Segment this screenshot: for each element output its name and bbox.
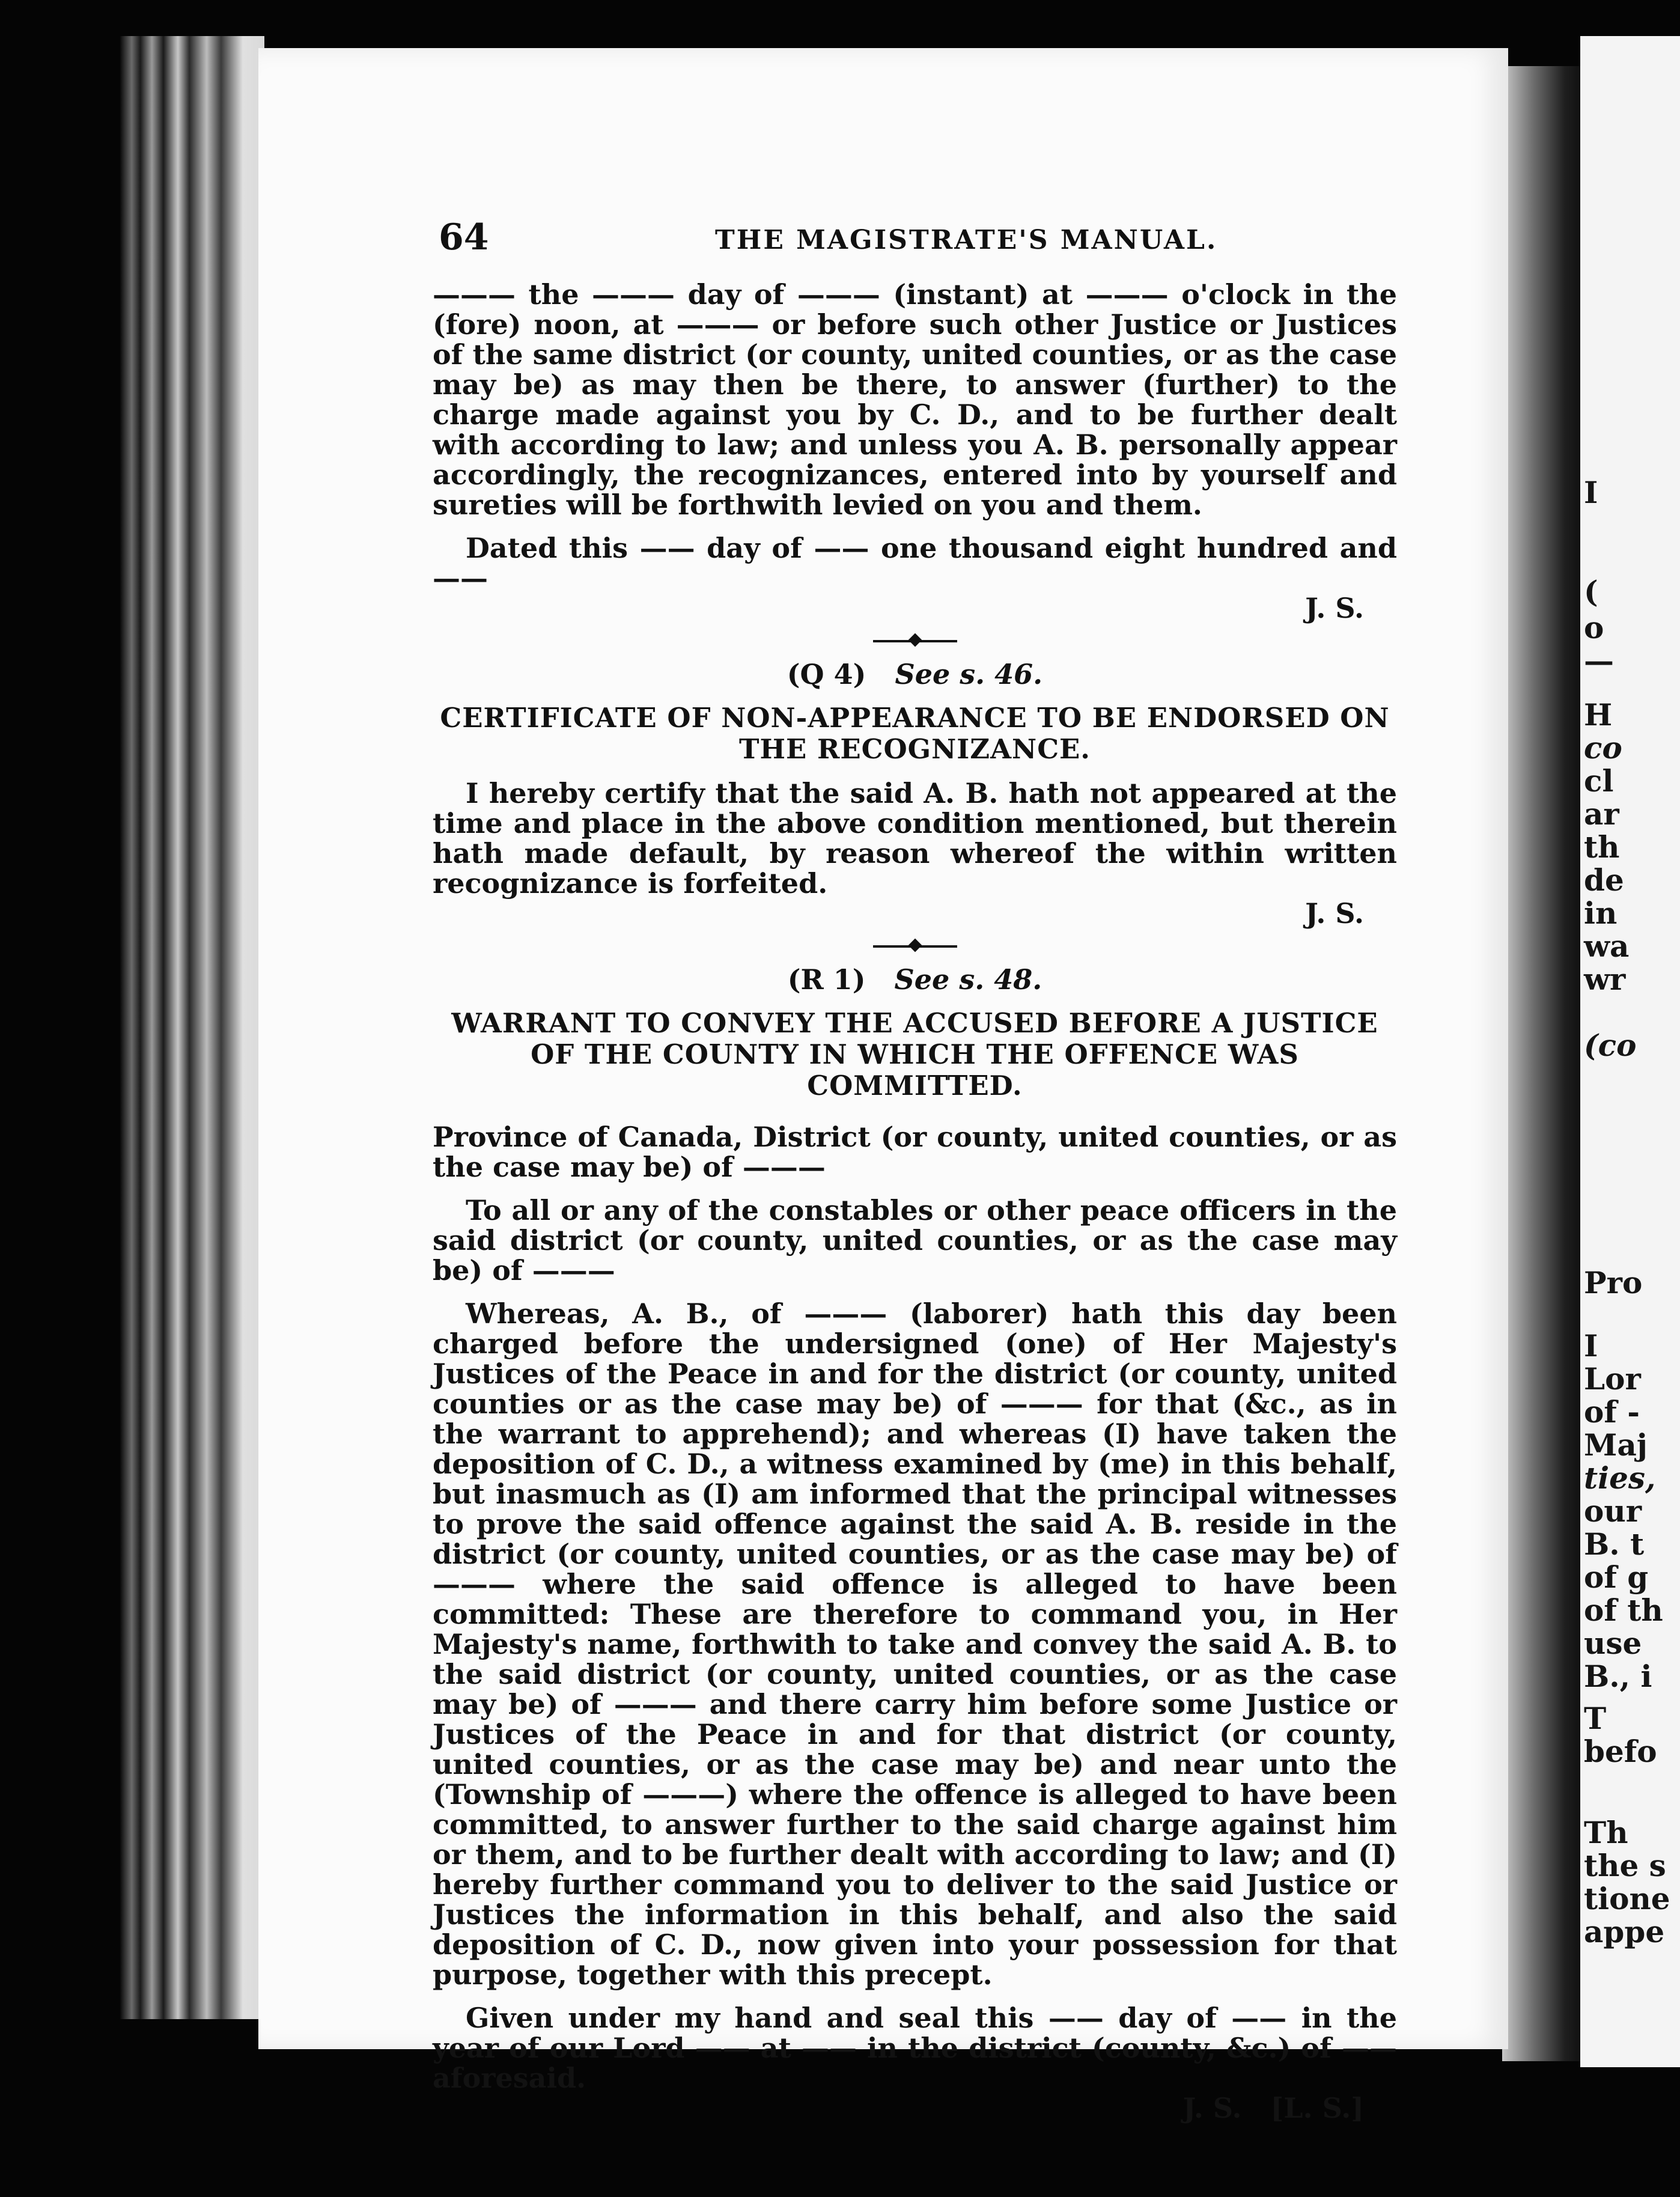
continuation-paragraph: ——— the ——— day of ——— (instant) at ——— o'clock in the (fore) noon, at ——— or before such other Justice or Justices of the same district (or county, united counties, or as the case may be) as may then be there, to answer (further) to the charge made against you by C. D., and to be further dealt with according to law; and unless you A. B. personally appear accordingly, the recognizances, entered into by yourself and sureties will be forthwith levied on you and them. xyxy=(433,278,1397,521)
province-line: Province of Canada, District (or county, united counties, or as the case may be) of ——— xyxy=(433,1121,1397,1183)
facing-fragment: Pro xyxy=(1584,1265,1643,1300)
given-line: Given under my hand and seal this —— day of —— in the year of our Lord —— at —— in the district (county, &c.) of —— aforesaid. xyxy=(433,2002,1397,2094)
facing-fragment: cl xyxy=(1584,763,1614,799)
facing-fragment: of - xyxy=(1584,1394,1640,1430)
form-heading: WARRANT TO CONVEY THE ACCUSED BEFORE A JUSTICE OF THE COUNTY IN WHICH THE OFFENCE WAS COMMITTED. xyxy=(451,1007,1378,1102)
facing-fragment: our xyxy=(1584,1493,1642,1529)
form-reference-q4 xyxy=(433,659,1397,689)
divider-diamond-ornament xyxy=(908,633,922,647)
form-code: (R 1) xyxy=(787,963,866,996)
form-code: (Q 4) xyxy=(787,658,866,690)
facing-fragment: ties, xyxy=(1584,1460,1656,1496)
section-reference: See s. 46. xyxy=(895,658,1043,690)
facing-fragment: B., i xyxy=(1584,1659,1652,1694)
page-gutter-shadow xyxy=(1502,66,1580,2061)
signature-js-seal: J. S. [L. S.] xyxy=(1182,2092,1364,2124)
facing-fragment: Th xyxy=(1584,1815,1628,1850)
facing-fragment: of th xyxy=(1584,1592,1663,1628)
facing-fragment: the s xyxy=(1584,1848,1666,1883)
facing-fragment: ar xyxy=(1584,796,1619,832)
signature-js: J. S. xyxy=(1305,592,1364,624)
facing-fragment: I xyxy=(1584,1328,1598,1364)
facing-fragment: befo xyxy=(1584,1734,1657,1769)
section-reference: See s. 48. xyxy=(894,963,1042,996)
running-head: THE MAGISTRATE'S MANUAL. xyxy=(715,225,1218,255)
facing-fragment: B. t xyxy=(1584,1526,1645,1562)
facing-fragment: use xyxy=(1584,1626,1642,1661)
facing-fragment: de xyxy=(1584,862,1624,898)
facing-fragment: appe xyxy=(1584,1914,1665,1949)
facing-fragment: wa xyxy=(1584,928,1630,964)
book-spine-edge xyxy=(120,36,264,2019)
section-divider xyxy=(433,623,1397,659)
facing-fragment: T xyxy=(1584,1701,1607,1736)
section-divider xyxy=(433,928,1397,964)
facing-fragment: H xyxy=(1584,697,1613,733)
certificate-paragraph: I hereby certify that the said A. B. hath not appeared at the time and place in the above condition mentioned, but therein hath made default, by reason whereof the within written recognizance is forfeited. xyxy=(433,777,1397,900)
facing-fragment: wr xyxy=(1584,961,1626,997)
facing-fragment: in xyxy=(1584,895,1618,931)
page-number: 64 xyxy=(439,216,489,258)
facing-page xyxy=(1580,36,1680,2067)
signature-js: J. S. xyxy=(1305,897,1364,930)
facing-fragment: I xyxy=(1584,475,1598,510)
facing-fragment: of g xyxy=(1584,1559,1649,1595)
facing-fragment: (co xyxy=(1584,1028,1637,1063)
form-heading: CERTIFICATE OF NON-APPEARANCE TO BE ENDORSED ON THE RECOGNIZANCE. xyxy=(440,702,1390,765)
address-line: To all or any of the constables or other peace officers in the said district (or county, united counties, or as the case may be) of ——— xyxy=(433,1194,1397,1287)
warrant-paragraph: Whereas, A. B., of ——— (laborer) hath this day been charged before the undersigned (one) of Her Majesty's Justices of the Peace in and for the district (or county, united counties or as the case may be) of ——— for that (&c., as in the warrant to apprehend); and whereas (I) have taken the deposition of C. D., a witness examined by (me) in this behalf, but inasmuch as (I) am informed that the principal witnesses to prove the said offence against the said A. B. reside in the district (or county, united counties, or as the case may be) of ——— where the said offence is alleged to have been committed: These are therefore to command you, in Her Majesty's name, forthwith to take and convey the said A. B. to the said district (or county, united counties, or as the case may be) of ——— and there carry him before some Justice or Justices of the Peace in and for that district (or county, united counties, or as the case may be) and near unto the (Township of ———) where the offence is alleged to have been committed, to answer further to the said charge against him or them, and to be further dealt with according to law; and (I) hereby further command you to deliver to the said Justice or Justices the information in this behalf, and also the said deposition of C. D., now given into your possession for that purpose, together with this precept. xyxy=(433,1297,1397,1991)
facing-fragment: o xyxy=(1584,610,1604,645)
facing-fragment: th xyxy=(1584,829,1620,865)
facing-fragment: ( xyxy=(1584,574,1598,609)
dated-line: Dated this —— day of —— one thousand eight hundred and —— xyxy=(433,532,1397,594)
facing-fragment: co xyxy=(1584,730,1622,766)
page-header xyxy=(439,216,1394,258)
facing-fragment: tione xyxy=(1584,1881,1670,1916)
facing-fragment: Lor xyxy=(1584,1361,1641,1397)
divider-diamond-ornament xyxy=(908,939,922,952)
page-body xyxy=(433,279,1397,2123)
form-reference-r1 xyxy=(433,964,1397,995)
facing-fragment: Maj xyxy=(1584,1427,1648,1463)
facing-fragment: — xyxy=(1584,643,1614,678)
